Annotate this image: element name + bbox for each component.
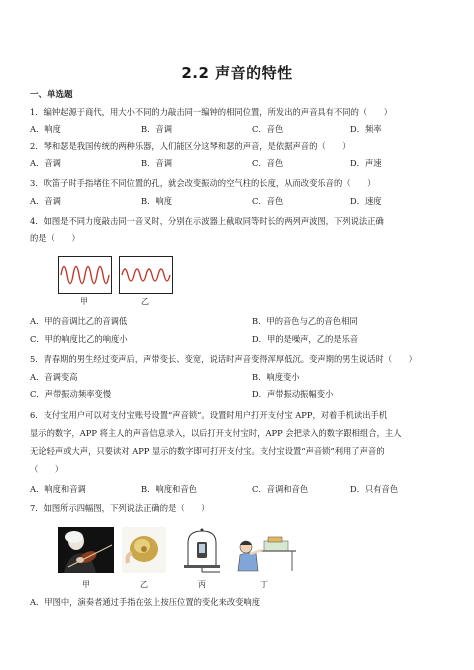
figure-label-jia: 甲 <box>80 297 88 306</box>
student-at-desk-figure <box>228 527 298 573</box>
question-6-stem-line-4: （ ） <box>30 464 64 474</box>
figure-label-jia-7: 甲 <box>82 580 90 589</box>
question-2-stem: 2．琴和瑟是我国传统的两种乐器，人们能区分这琴和瑟的声音，是依据声音的（ ） <box>30 141 351 151</box>
question-6-stem-line-3: 无论轻声或大声，只要读对 APP 显示的数字即可打开支付宝。支付宝设置“声音锁”利用了声音的 <box>30 446 385 456</box>
q3-option-b: B．响度 <box>141 196 172 206</box>
q2-option-b: B．音调 <box>141 158 172 168</box>
figure-label-ding-7: 丁 <box>260 580 268 589</box>
q2-option-c: C．音色 <box>252 158 284 168</box>
q5-option-b: B．响度变小 <box>252 372 300 382</box>
figure-label-yi: 乙 <box>141 297 149 306</box>
section-heading: 一、单选题 <box>30 90 73 100</box>
figure-label-bing-7: 丙 <box>198 580 206 589</box>
question-5-stem: 5．青春期的男生经过变声后，声带变长、变宽，说话时声音变得浑厚低沉。变声期的男生说话时（ ） <box>30 354 417 364</box>
cymbal-photo <box>122 527 166 573</box>
waveform-yi-figure <box>119 256 173 294</box>
question-6-stem-line-1: 6．支付宝用户可以对支付宝账号设置“声音锁”。设置时用户打开支付宝 APP，对着手机读出手机 <box>30 410 388 420</box>
q6-option-d: D．只有音色 <box>350 484 399 494</box>
q7-option-a: A．甲图中，演奏者通过手指在弦上按压位置的变化来改变响度 <box>30 597 261 607</box>
q4-option-a: A．甲的音调比乙的音调低 <box>30 316 128 326</box>
q1-option-d: D．频率 <box>350 124 382 134</box>
q1-option-b: B．音调 <box>141 124 172 134</box>
q2-option-d: D．声速 <box>350 158 382 168</box>
q1-option-c: C．音色 <box>252 124 284 134</box>
figure-label-yi-7: 乙 <box>140 580 148 589</box>
q6-option-b: B．响度和音色 <box>141 484 197 494</box>
q6-option-c: C．音调和音色 <box>252 484 309 494</box>
q4-option-b: B．甲的音色与乙的音色相同 <box>252 316 358 326</box>
q5-option-a: A．音调变高 <box>30 372 78 382</box>
question-4-stem-line-1: 4．如图是不同力度敲击同一音叉时，分别在示波器上截取同等时长的两列声波图，下列说法正确 <box>30 216 384 226</box>
question-7-stem: 7．如图所示四幅图，下列说法正确的是（ ） <box>30 503 210 513</box>
question-1-stem: 1．编钟起源于商代，用大小不同的力敲击同一编钟的相同位置，所发出的声音具有不同的（ ） <box>30 107 393 117</box>
question-4-stem-line-2: 的是（ ） <box>30 233 80 243</box>
q3-option-c: C．音色 <box>252 196 284 206</box>
q2-option-a: A．音调 <box>30 158 61 168</box>
waveform-jia-figure <box>58 256 112 294</box>
q1-option-a: A．响度 <box>30 124 61 134</box>
page-title: 2.2 声音的特性 <box>181 64 293 82</box>
bell-jar-phone-figure <box>180 527 224 573</box>
violin-player-photo <box>58 527 114 573</box>
q3-option-a: A．音调 <box>30 196 61 206</box>
q6-option-a: A．响度和音调 <box>30 484 86 494</box>
question-6-stem-line-2: 显示的数字，APP 将主人的声音信息录入，以后打开支付宝时，APP 会把录入的数字跟相组合，主人 <box>30 428 402 438</box>
q5-option-c: C．声带振动频率变慢 <box>30 389 112 399</box>
question-3-stem: 3．吹笛子时手指堵住不同位置的孔，就会改变振动的空气柱的长度，从而改变乐音的（ ） <box>30 178 376 188</box>
q3-option-d: D．速度 <box>350 196 382 206</box>
q5-option-d: D．声带振动振幅变小 <box>252 389 334 399</box>
q4-option-c: C．甲的响度比乙的响度小 <box>30 334 128 344</box>
q4-option-d: D．甲的是噪声，乙的是乐音 <box>252 334 359 344</box>
